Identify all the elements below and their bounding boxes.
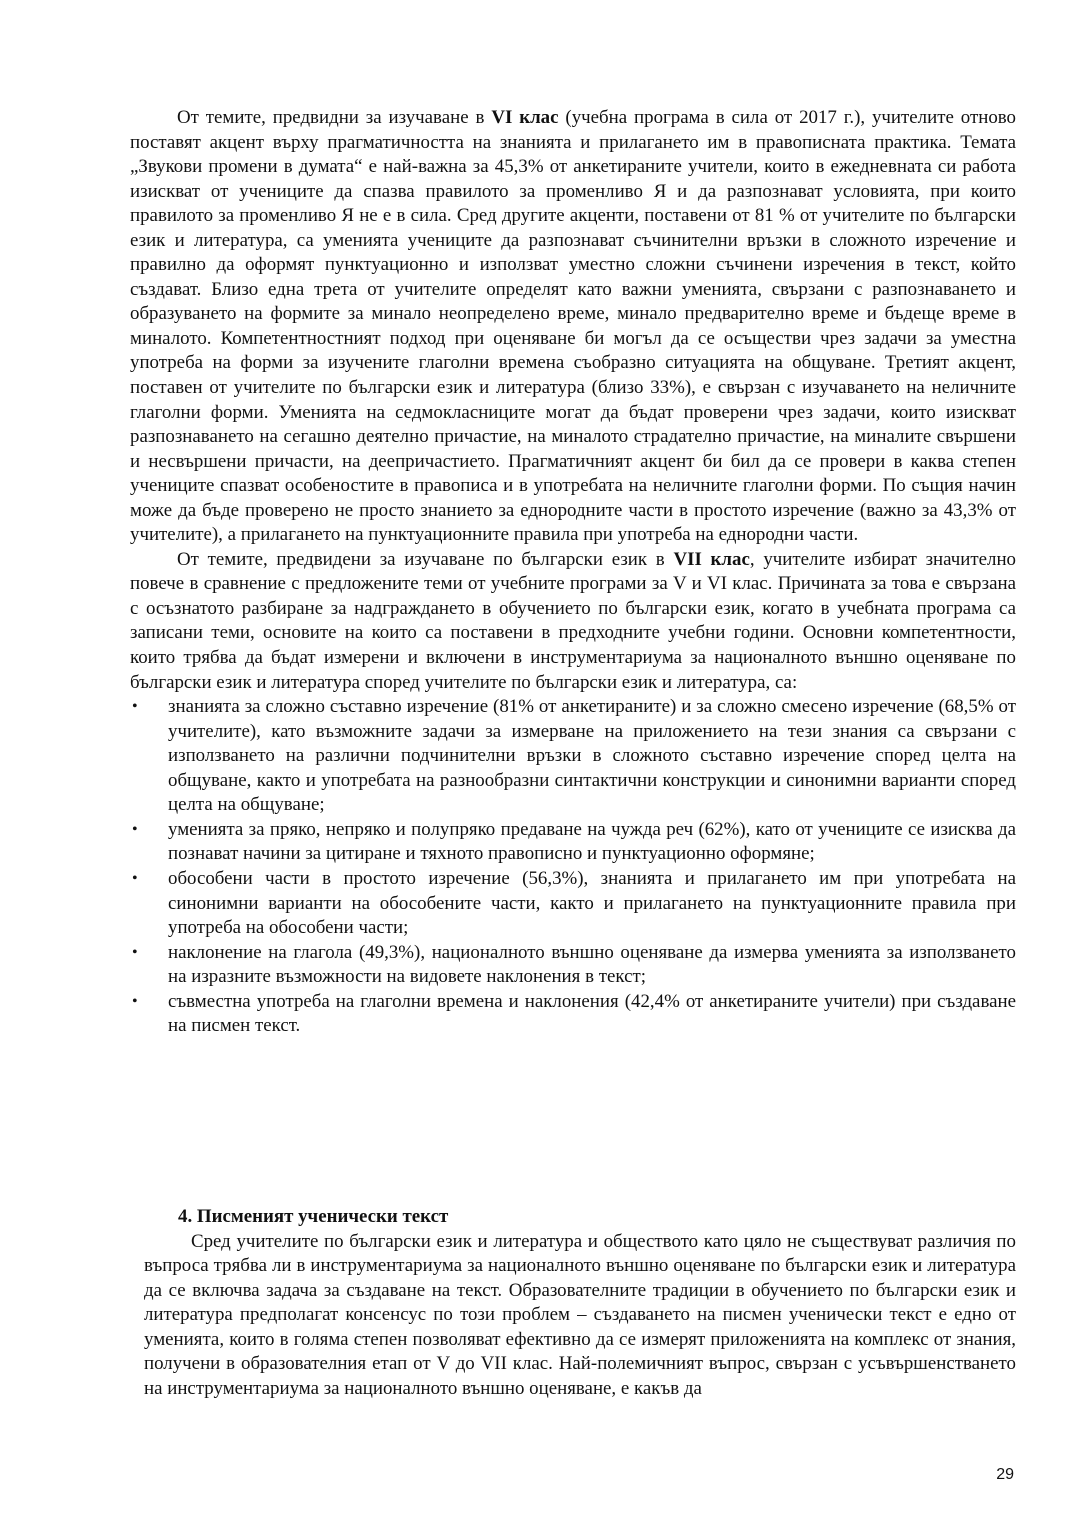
bullet-icon: • (132, 869, 138, 887)
list-item: • знанията за сложно съставно изречение (81% от анкетираните) и за сложно смесено изречение (68,5% от учителите), като възможните задачи за измерване на приложението на тези знания са свързани с използването на различни подчинителни връзки в сложното съставно изречение според целта на общуване, както и употребата на разнообразни синтактични конструкции и синонимни варианти според целта на общуване; (132, 696, 1016, 816)
list-item: • обособени части в простото изречение (56,3%), знанията и прилагането им при употребата на синонимни варианти на обособените части, както и прилагането на пунктуационните правила при употреба на обособени части; (132, 867, 1016, 939)
competences-list (130, 695, 1016, 1039)
section-heading: 4. Писменият ученически текст (178, 1206, 449, 1227)
list-item: • съвместна употреба на глаголни времена и наклонения (42,4% от анкетираните учители) при създаване на писмен текст. (132, 990, 1016, 1037)
list-item: • наклонение на глагола (49,3%), националното външно оценяване да измерва уменията за използването на изразните възможности на видовете наклонения в текст; (132, 941, 1016, 988)
paragraph-grade-6: От темите, предвидни за изучаване в VI клас (учебна програма в сила от 2017 г.), учителите отново поставят акцент върху прагматичността на знанията и прилагането им в правописната практика. Темата „Звукови промени в думата“ е най-важна за 45,3% от анкетираните учители, които в ежедневната си работа изискват от учениците да спазва правилото за променливо Я и да разпознават условията, при които правилото за променливо Я не е в сила. Сред другите акценти, поставени от 81 % от учителите по български език и литература, са уменията учениците да разпознават съчинителни връзки в сложното изречение и правилно да оформят пунктуационно и използват уместно сложни съчинени изречения в текст, който създават. Близо една трета от учителите определят като важни уменията, свързани с разпознаването и образуването на формите за минало неопределено време, минало предварително време и бъдеще време в миналото. Компетентностният подход при оценяване би могъл да се осъществи чрез задачи за уместна употреба на форми за изучените глаголни времена съобразно ситуацията на общуване. Третият акцент, поставен от учителите по български език и литература (близо 33%), е свързан с изучаването на неличните глаголни форми. Уменията на седмокласниците могат да бъдат проверени чрез задачи, които изискват разпознаването на сегашно деятелно причастие, на миналото страдателно причастие, на миналите свършени и несвършени причасти, на деепричастието. Прагматичният акцент би бил да се провери в каква степен учениците спазват особеностите в правописа и в употребата на неличните глаголни форми. По същия начин може да бъде проверено не просто знанието за еднородните части в простото изречение (важно за 43,3% от учителите), а прилагането на пунктуационните правила при употреба на еднородни части. (130, 107, 1016, 546)
bullet-icon: • (132, 992, 138, 1010)
grade-7-label: VII клас (673, 548, 750, 570)
page-number: 29 (996, 1466, 1014, 1483)
paragraph-grade-7: От темите, предвидени за изучаване по български език в VII клас, учителите избират значително повече в сравнение с предложените теми от учебните програми за V и VI клас. Причината за това е свързана с осъзнатото разбиране за надграждането в обучението по български език, когато в учебната програма са записани теми, основите на които са поставени в предходните учебни години. Основни компетентности, които трябва да бъдат измерени и включени в инструментариума за националното външно оценяване по български език и литература според учителите по български език и литература, са: (130, 548, 1016, 693)
list-item: • уменията за пряко, непряко и полупряко предаване на чужда реч (62%), като от учениците се изисква да познават начини за цитиране и тяхното правописно и пунктуационно оформяне; (132, 818, 1016, 865)
bullet-icon: • (132, 820, 138, 838)
bullet-icon: • (132, 698, 138, 716)
section-4 (130, 1205, 1016, 1401)
bullet-icon: • (132, 943, 138, 961)
body-text (130, 106, 1016, 1039)
grade-6-label: VI клас (491, 107, 559, 128)
section-paragraph: Сред учителите по български език и литература и обществото като цяло не съществуват различия по въпроса трябва ли в инструментариума за националното външно оценяване по български език и литература да се включва задача за създаване на текст. Образователните традиции в обучението по български език и литература предполагат консенсус по този проблем – създаването на писмен ученически текст е едно от уменията, които в голяма степен позволяват ефективно да се измерят приложенията на комплекс от знания, получени в образователния етап от V до VII клас. Най-полемичният въпрос, свързан с усъвършенстването на инструментариума за националното външно оценяване, е какъв да (144, 1230, 1016, 1399)
